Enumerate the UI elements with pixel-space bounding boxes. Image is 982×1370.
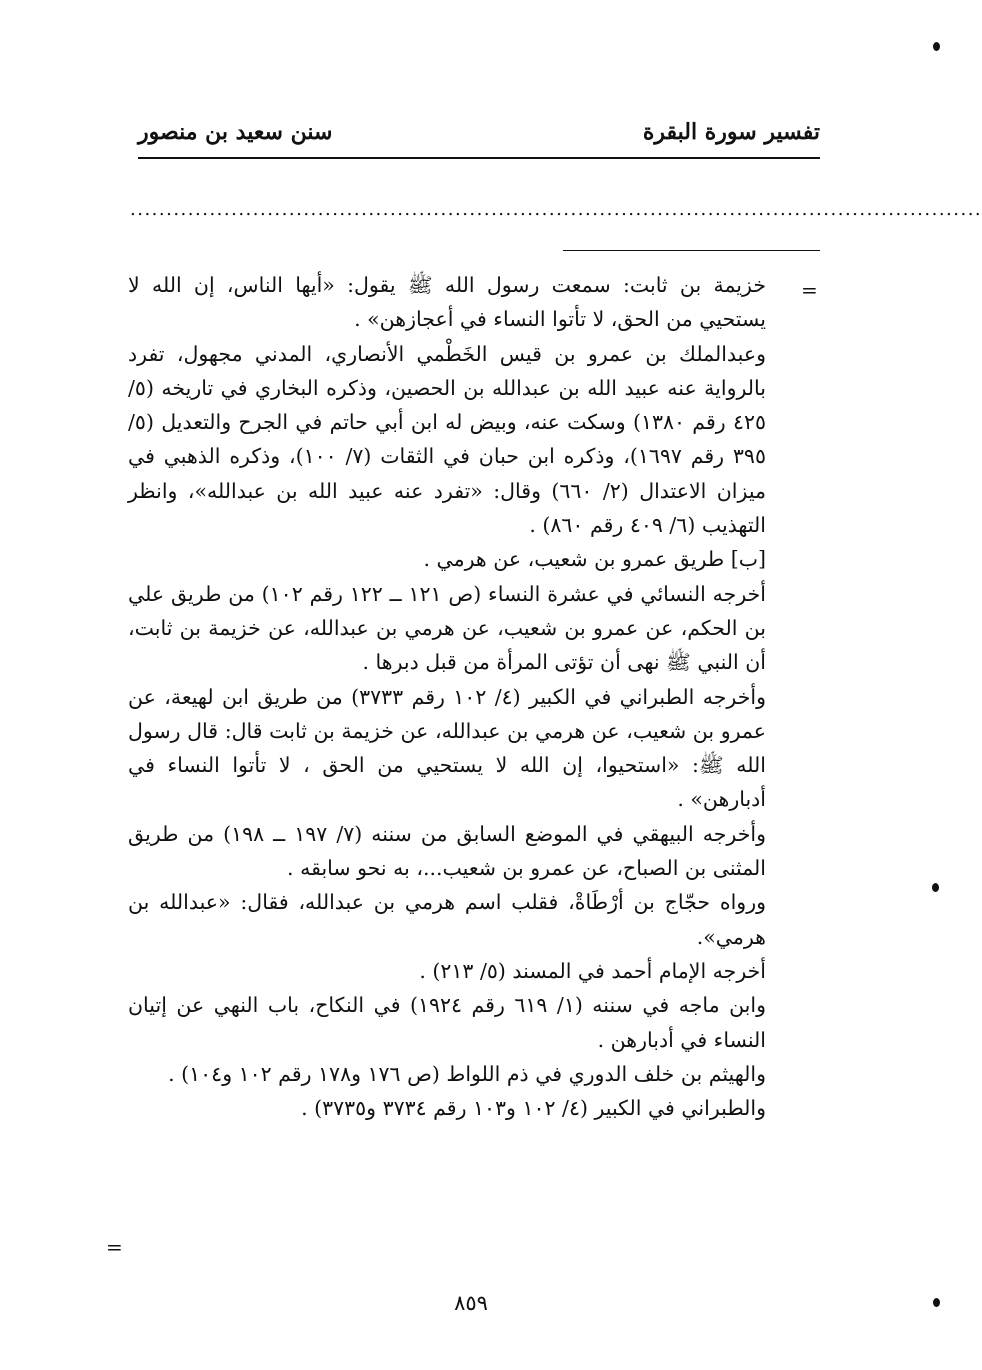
dotted-separator: ...................................................................................................................... (130, 199, 982, 220)
paragraph: أخرجه النسائي في عشرة النساء (ص ١٢١ ــ ١٢٢ رقم ١٠٢) من طريق علي بن الحكم، عن عمرو بن شعيب، عن هرمي بن عبدالله، عن خزيمة بن ثابت، أن النبي ﷺ نهى أن تؤتى المرأة من قبل دبرها . (128, 581, 767, 675)
paragraph: وعبدالملك بن عمرو بن قيس الخَطْمي الأنصاري، المدني مجهول، تفرد بالرواية عنه عبيد الله بن عبدالله بن الحصين، وذكره البخاري في تاريخه (٥/ ٤٢٥ رقم ١٣٨٠) وسكت عنه، وبيض له ابن أبي حاتم في الجرح والتعديل (٥/ ٣٩٥ رقم ١٦٩٧)، وذكره ابن حبان في الثقات (٧/ ١٠٠)، وذكره الذهبي في ميزان الاعتدال (٢/ ٦٦٠) وقال: «تفرد عنه عبيد الله بن عبدالله»، وانظر التهذيب (٦/ ٤٠٩ رقم ٨٦٠) . (128, 341, 766, 538)
book-title: سنن سعيد بن منصور (138, 119, 333, 145)
margin-mark (932, 883, 939, 892)
paragraph: وابن ماجه في سننه (١/ ٦١٩ رقم ١٩٢٤) في النكاح، باب النهي عن إتيان النساء في أدبارهن . (128, 993, 766, 1052)
margin-mark (933, 1298, 940, 1307)
footnote-body (128, 268, 766, 1125)
paragraph: وأخرجه الطبراني في الكبير (٤/ ١٠٢ رقم ٣٧٣٣) من طريق ابن لهيعة، عن عمرو بن شعيب، عن هرمي بن عبدالله، عن خزيمة بن ثابت قال: قال رسول الله ﷺ: «استحيوا، إن الله لا يستحيي من الحق ، لا تأتوا النساء في أدبارهن» . (128, 684, 766, 812)
chapter-title: تفسير سورة البقرة (642, 119, 820, 145)
footnote-rule (563, 250, 820, 251)
paragraph: والطبراني في الكبير (٤/ ١٠٢ و١٠٣ رقم ٣٧٣٤ و٣٧٣٥) . (301, 1096, 766, 1121)
paragraph: أخرجه الإمام أحمد في المسند (٥/ ٢١٣) . (419, 958, 766, 983)
page-number: ٨٥٩ (454, 1291, 488, 1315)
header-rule (138, 157, 820, 159)
continuation-mark-bottom: = (106, 1235, 123, 1259)
paragraph: وأخرجه البيهقي في الموضع السابق من سننه (٧/ ١٩٧ ــ ١٩٨) من طريق المثنى بن الصباح، عن عمرو بن شعيب...، به نحو سابقه . (128, 821, 766, 881)
paragraph: [ب] طريق عمرو بن شعيب، عن هرمي . (423, 547, 766, 572)
running-header (138, 112, 820, 152)
margin-mark (933, 42, 940, 51)
paragraph: والهيثم بن خلف الدوري في ذم اللواط (ص ١٧٦ و١٧٨ رقم ١٠٢ و١٠٤) . (168, 1061, 766, 1086)
paragraph: خزيمة بن ثابت: سمعت رسول الله ﷺ يقول: «أيها الناس، إن الله لا يستحيي من الحق، لا تأتوا النساء في أعجازهن» . (128, 273, 766, 332)
paragraph: ورواه حجّاج بن أرْطَاةْ، فقلب اسم هرمي بن عبدالله، فقال: «عبدالله بن هرمي». (128, 890, 766, 949)
continuation-mark-top: = (801, 278, 818, 302)
